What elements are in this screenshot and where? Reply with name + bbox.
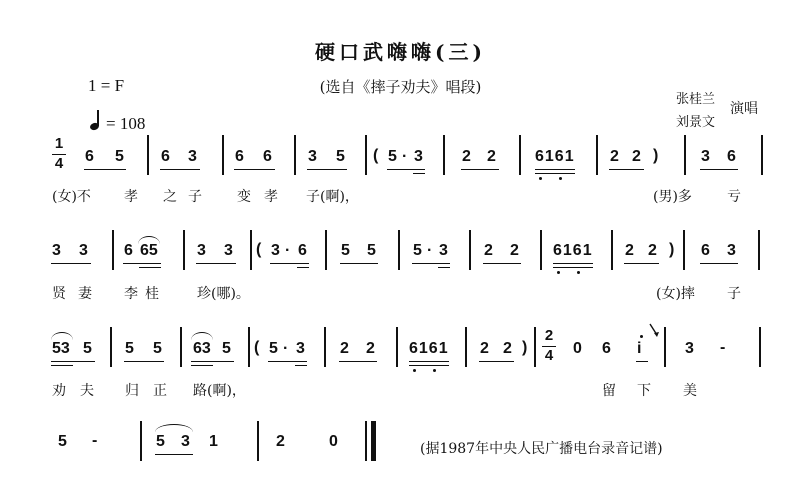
underline	[155, 454, 193, 455]
page-title: 硬口武嗨嗨(三)	[315, 40, 486, 64]
underline	[123, 263, 161, 264]
bar-line	[250, 230, 252, 270]
note: 3	[79, 242, 88, 259]
note: 5	[222, 340, 231, 357]
underline	[553, 267, 593, 268]
bar-line	[180, 327, 182, 367]
underline	[700, 169, 738, 170]
note: 5	[336, 148, 345, 165]
low-octave-dot	[433, 369, 436, 372]
underline	[700, 263, 738, 264]
note-group: 6161	[409, 340, 449, 357]
bar-line	[248, 327, 250, 367]
note: 5	[58, 433, 67, 450]
dot-rhythm: ·	[283, 340, 289, 357]
underline	[307, 169, 347, 170]
performer-role: 演唱	[730, 101, 758, 117]
time-signature-bottom: 4	[54, 155, 64, 172]
note: 3	[701, 148, 710, 165]
bar-line	[683, 230, 685, 270]
lyric: 桂	[145, 286, 159, 302]
paren-close: )	[522, 339, 528, 356]
lyric: 子(啊)，	[306, 189, 359, 205]
bar-line	[294, 135, 296, 175]
note: 3	[308, 148, 317, 165]
final-bar-thin	[365, 421, 367, 461]
underline	[139, 267, 161, 268]
paren-close: )	[669, 241, 675, 258]
note-group: 6161	[535, 148, 575, 165]
underline	[191, 361, 234, 362]
bar-line	[664, 327, 666, 367]
lyric: 子	[727, 286, 741, 302]
low-octave-dot	[577, 271, 580, 274]
subtitle: (选自《摔子劝夫》唱段)	[319, 78, 482, 96]
underline	[413, 173, 425, 174]
lyric: 路(啊)，	[193, 383, 246, 399]
underline	[270, 263, 309, 264]
bar-line	[443, 135, 445, 175]
slur	[51, 332, 73, 340]
note: 2	[487, 148, 496, 165]
note: 2	[276, 433, 285, 450]
note: 5	[115, 148, 124, 165]
underline	[160, 169, 200, 170]
lyric: 子	[188, 189, 202, 205]
source-footnote: (据1987年中央人民广播电台录音记谱)	[420, 441, 663, 457]
note: 2	[510, 242, 519, 259]
note: 2	[484, 242, 493, 259]
note: 2	[610, 148, 619, 165]
paren-open: (	[254, 339, 260, 356]
lyric: 李	[124, 286, 138, 302]
note: 6	[235, 148, 244, 165]
dash: -	[720, 339, 726, 356]
bar-line	[396, 327, 398, 367]
underline	[196, 263, 236, 264]
note: 3	[181, 433, 190, 450]
note-group: 6161	[553, 242, 593, 259]
note: 6	[161, 148, 170, 165]
lyric: 下	[637, 383, 651, 399]
slur	[191, 332, 213, 340]
lyric: 夫	[80, 383, 94, 399]
bar-line	[540, 230, 542, 270]
note: 5	[153, 340, 162, 357]
bar-line	[147, 135, 149, 175]
note: 6	[298, 242, 307, 259]
note: 6	[85, 148, 94, 165]
note: 3	[727, 242, 736, 259]
note: 3	[197, 242, 206, 259]
underline	[535, 173, 575, 174]
note-group: 53	[52, 340, 70, 357]
slur	[155, 424, 193, 432]
note: 0	[573, 340, 582, 357]
note: 5	[341, 242, 350, 259]
underline	[51, 365, 73, 366]
underline	[636, 361, 648, 362]
note: 6	[602, 340, 611, 357]
bar-line	[534, 327, 536, 367]
lyric: 孝	[264, 189, 278, 205]
underline	[84, 169, 126, 170]
underline	[479, 361, 514, 362]
low-octave-dot	[413, 369, 416, 372]
note: 6	[124, 242, 133, 259]
note: 2	[340, 340, 349, 357]
lyric: 亏	[727, 189, 741, 205]
underline	[234, 169, 275, 170]
note: 2	[480, 340, 489, 357]
bar-line	[759, 327, 761, 367]
paren-close: )	[653, 147, 659, 164]
note: 2	[632, 148, 641, 165]
dot-rhythm: ·	[285, 242, 291, 259]
dot-rhythm: ·	[402, 148, 408, 165]
quarter-note-icon	[88, 112, 106, 132]
note: 5	[413, 242, 422, 259]
note: i	[637, 340, 642, 357]
lyric: (女)不	[52, 189, 91, 205]
bar-line	[112, 230, 114, 270]
final-bar-thick	[371, 421, 376, 461]
underline	[624, 263, 659, 264]
underline	[340, 263, 378, 264]
tempo-value: = 108	[106, 114, 146, 133]
low-octave-dot	[557, 271, 560, 274]
note: 3	[271, 242, 280, 259]
lyric: 孝	[124, 189, 138, 205]
lyric: 妻	[78, 286, 92, 302]
lyric: 珍(哪)。	[197, 286, 250, 302]
bar-line	[761, 135, 763, 175]
lyric: 变	[237, 189, 251, 205]
bar-line	[325, 230, 327, 270]
note: 0	[329, 433, 338, 450]
lyric: 美	[683, 383, 697, 399]
low-octave-dot	[539, 177, 542, 180]
underline	[609, 169, 644, 170]
bar-line	[684, 135, 686, 175]
underline	[124, 361, 164, 362]
bar-line	[140, 421, 142, 461]
note: 6	[701, 242, 710, 259]
note: 3	[296, 340, 305, 357]
underline	[535, 169, 575, 170]
lyric: 归	[125, 383, 139, 399]
lyric: 贤	[52, 286, 66, 302]
underline	[51, 263, 91, 264]
note: 3	[188, 148, 197, 165]
bar-line	[398, 230, 400, 270]
performer-1: 张桂兰	[676, 92, 716, 107]
bar-line	[257, 421, 259, 461]
underline	[412, 263, 450, 264]
note: 5	[83, 340, 92, 357]
lyric: (女)摔	[656, 286, 695, 302]
bar-line	[110, 327, 112, 367]
note: 1	[209, 433, 218, 450]
performer-2: 刘景文	[676, 115, 716, 130]
underline	[483, 263, 521, 264]
note: 5	[367, 242, 376, 259]
note: 2	[503, 340, 512, 357]
note: 2	[625, 242, 634, 259]
bar-line	[222, 135, 224, 175]
grace-arrow-icon	[647, 322, 661, 340]
tempo-marking	[88, 112, 145, 134]
underline	[339, 361, 377, 362]
underline	[297, 267, 309, 268]
note: 3	[224, 242, 233, 259]
high-octave-dot	[640, 335, 643, 338]
paren-open: (	[373, 147, 379, 164]
underline	[51, 361, 95, 362]
bar-line	[611, 230, 613, 270]
paren-open: (	[256, 241, 262, 258]
note: 6	[263, 148, 272, 165]
note-group: 65	[140, 242, 158, 259]
note: 3	[414, 148, 423, 165]
note: 5	[388, 148, 397, 165]
low-octave-dot	[559, 177, 562, 180]
note-group: 63	[193, 340, 211, 357]
lyric: (男)多	[653, 189, 692, 205]
note: 3	[439, 242, 448, 259]
underline	[438, 267, 450, 268]
note: 5	[156, 433, 165, 450]
note: 2	[462, 148, 471, 165]
bar-line	[365, 135, 367, 175]
underline	[191, 365, 213, 366]
time-signature-top: 2	[544, 327, 554, 344]
bar-line	[596, 135, 598, 175]
bar-line	[183, 230, 185, 270]
note: 2	[648, 242, 657, 259]
dash: -	[92, 432, 98, 449]
bar-line	[465, 327, 467, 367]
lyric: 留	[602, 383, 616, 399]
underline	[387, 169, 425, 170]
key-signature: 1 = F	[88, 76, 125, 95]
bar-line	[519, 135, 521, 175]
underline	[553, 263, 593, 264]
underline	[409, 361, 449, 362]
note: 3	[52, 242, 61, 259]
underline	[461, 169, 499, 170]
lyric: 劝	[52, 383, 66, 399]
time-signature-bottom: 4	[544, 347, 554, 364]
bar-line	[469, 230, 471, 270]
underline	[295, 365, 307, 366]
dot-rhythm: ·	[427, 242, 433, 259]
time-signature-top: 1	[54, 135, 64, 152]
bar-line	[324, 327, 326, 367]
underline	[268, 361, 307, 362]
note: 3	[685, 340, 694, 357]
note: 5	[125, 340, 134, 357]
note: 2	[366, 340, 375, 357]
lyric: 正	[153, 383, 167, 399]
note: 6	[727, 148, 736, 165]
bar-line	[758, 230, 760, 270]
note: 5	[269, 340, 278, 357]
lyric: 之	[163, 189, 177, 205]
underline	[409, 365, 449, 366]
